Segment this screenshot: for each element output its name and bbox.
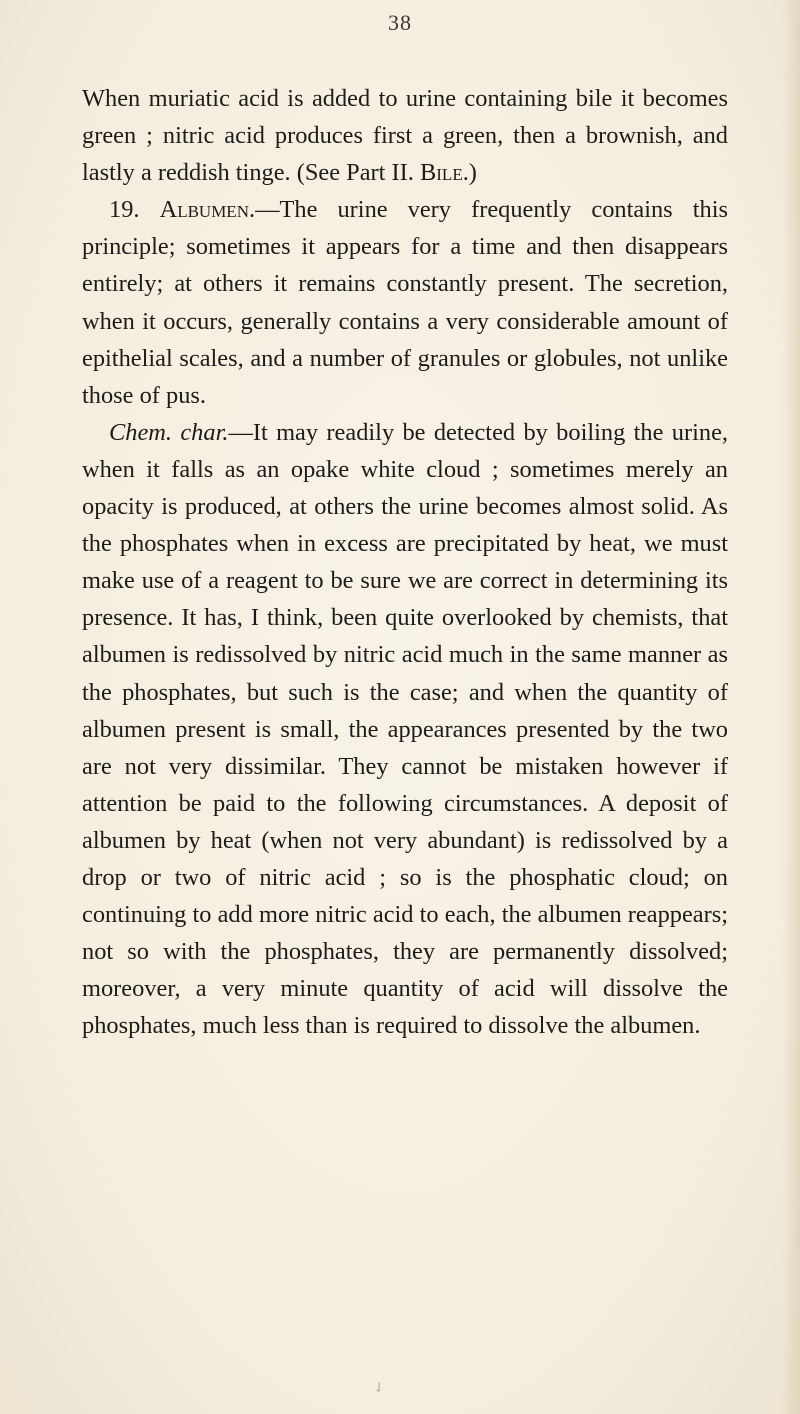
paragraph-chemical-characters: [82, 414, 728, 1045]
stray-pencil-mark: ✓: [370, 1378, 389, 1399]
page-number: 38: [388, 10, 412, 35]
paragraph-text: —It may readily be detected by boiling the urine, when it falls as an opake white cloud ; sometimes merely an opacity is produced, at others the urine becomes almost solid. As the phosphates when in excess are precipitated by heat, we must make use of a reagent to be sure we are correct in determining its presence. It has, I think, been quite overlooked by chemists, that albumen is redissolved by nitric acid much in the same manner as the phosphates, but such is the case; and when the quantity of albumen present is small, the appearances presented by the two are not very dissimilar. They cannot be mistaken however if attention be paid to the following circumstances. A deposit of albumen by heat (when not very abundant) is redissolved by a drop or two of nitric acid ; so is the phosphatic cloud; on continuing to add more nitric acid to each, the albumen reappears; not so with the phosphates, they are permanently dissolved; moreover, a very minute quantity of acid will dissolve the phosphates, much less than is required to dissolve the albumen.: [82, 418, 728, 1040]
paragraph-text: When muriatic acid is added to urine containing bile it becomes green ; nitric acid produces first a green, then a brownish, and lastly a reddish tinge. (See Part II.: [82, 85, 728, 187]
cross-reference-bile: Bile: [420, 159, 463, 187]
paragraph-tail: .): [462, 159, 477, 187]
section-heading-albumen: Albumen: [159, 196, 249, 224]
body-text: [82, 80, 728, 1044]
subheading-chem-char: Chem. char.: [109, 418, 229, 446]
page-edge-shadow: [782, 0, 800, 1414]
paragraph-text: .—The urine very frequently contains this principle; sometimes it appears for a time and then disappears entirely; at others it remains constantly present. The secretion, when it occurs, generally contains a very considerable amount of epithelial scales, and a number of granules or globules, not unlike those of pus.: [82, 196, 728, 409]
section-number: 19.: [109, 196, 160, 224]
paragraph-albumen: [82, 191, 728, 414]
paragraph-bile-reaction: [82, 80, 728, 191]
